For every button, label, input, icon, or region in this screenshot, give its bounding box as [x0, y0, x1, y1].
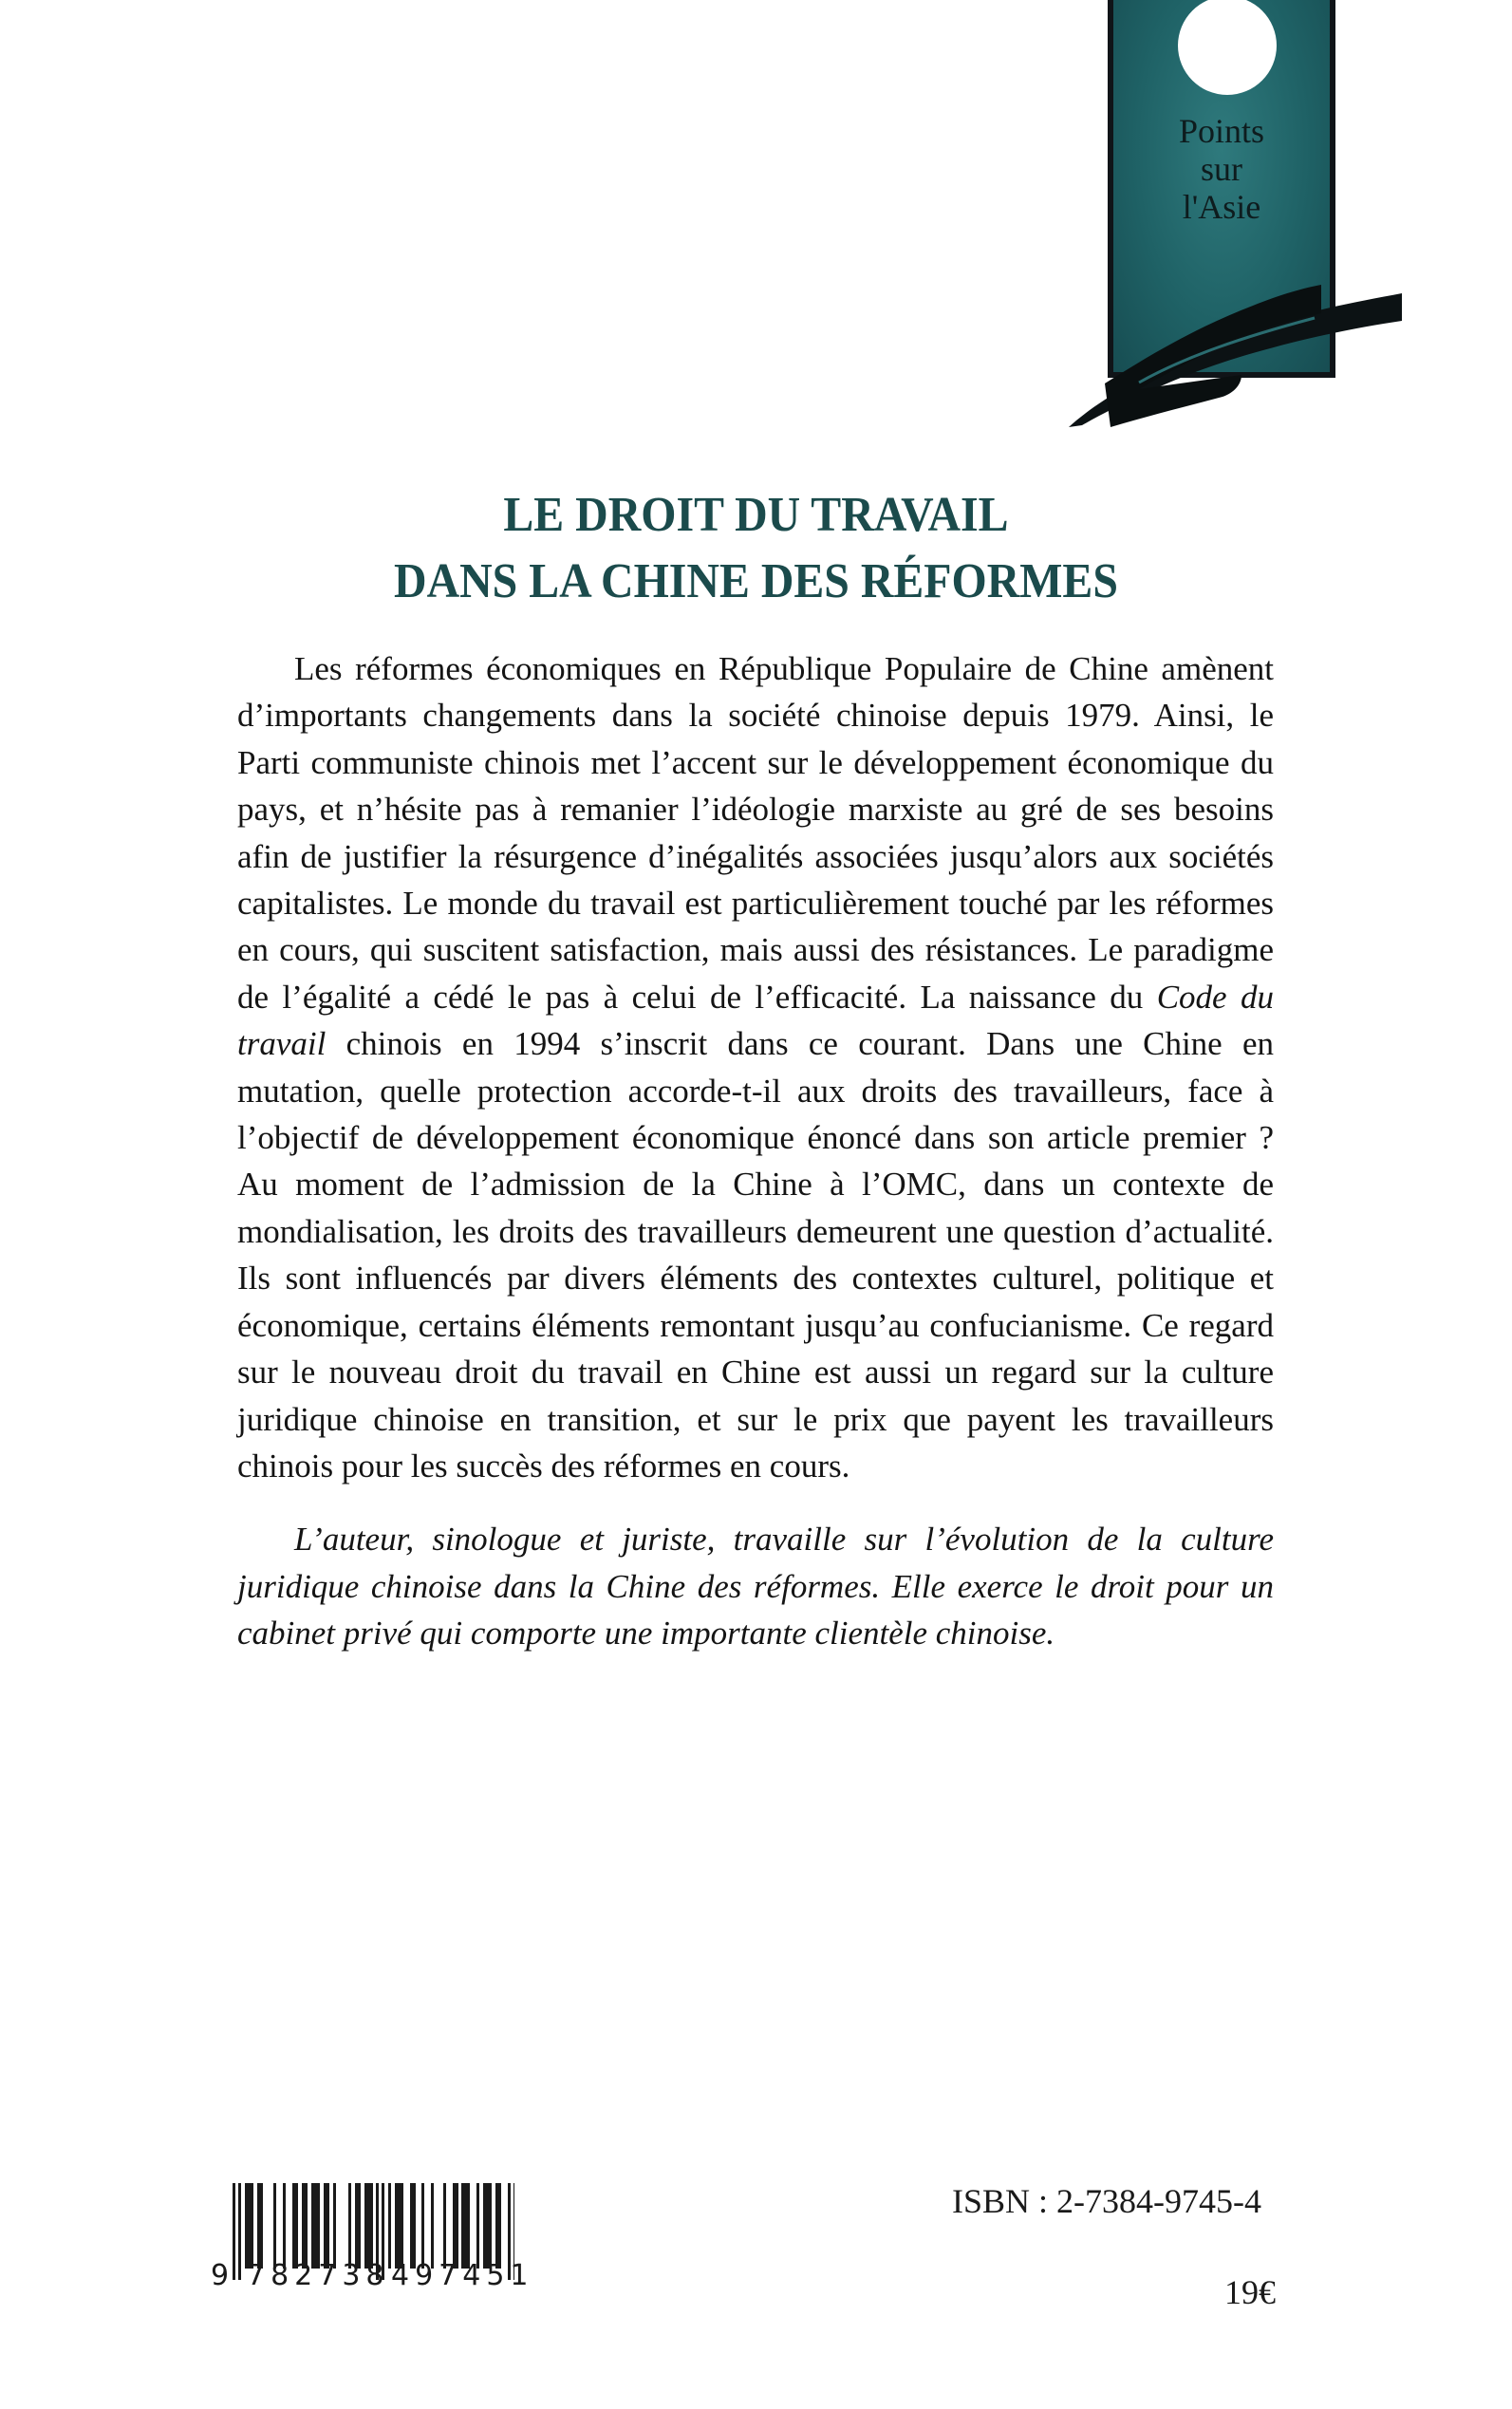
isbn-label: ISBN : 2-7384-9745-4: [952, 2182, 1261, 2220]
barcode-digits-left: 782738: [247, 2259, 390, 2292]
barcode-digits-right: 497451: [391, 2259, 534, 2292]
back-cover-blurb: [237, 645, 1274, 1657]
summary-text-part-2: chinois en 1994 s’inscrit dans ce courant. Dans une Chine en mutation, quelle protection accorde-t-il aux droits des travailleurs, face à l’objectif de développement économique énoncé dans son article premier ? Au moment de l’admission de la Chine à l’OMC, dans un contexte de mondialisation, les droits des travailleurs demeurent une question d’actualité. Ils sont influencés par divers éléments des contextes culturel, politique et économique, certains éléments remontant jusqu’au confucianisme. Ce regard sur le nouveau droit du travail en Chine est aussi un regard sur la culture juridique chinoise en transition, et sur le prix que payent les travailleurs chinois pour les succès des réformes en cours.: [237, 1025, 1274, 1485]
price-label: 19€: [1224, 2273, 1276, 2311]
barcode-digit-first: 9: [211, 2259, 235, 2292]
summary-paragraph: [237, 645, 1274, 1489]
summary-text-part-1: Les réformes économiques en République Populaire de Chine amènent d’importants changements dans la société chinoise depuis 1979. Ainsi, le Parti communiste chinois met l’accent sur le développement économique du pays, et n’hésite pas à remanier l’idéologie marxiste au gré de ses besoins afin de justifier la résurgence d’inégalités associées jusqu’alors aux sociétés capitalistes. Le monde du travail est particulièrement touché par les réformes en cours, qui suscitent satisfaction, mais aussi des résistances. Le paradigme de l’égalité a cédé le pas à celui de l’efficacité. La naissance du: [237, 650, 1274, 1016]
barcode-digits: [211, 2251, 534, 2299]
author-note-paragraph: L’auteur, sinologue et juriste, travaille sur l’évolution de la culture juridique chinoise dans la Chine des réformes. Elle exerce le droit pour un cabinet privé qui comporte une importante clientèle chinoise.: [237, 1521, 1274, 1653]
series-logo: [1044, 0, 1424, 437]
book-title-line-1: LE DROIT DU TRAVAIL: [503, 488, 1009, 542]
brush-swoosh-icon: [1044, 0, 1424, 437]
series-name-line-3: l'Asie: [1182, 188, 1261, 226]
series-name-line-2: sur: [1201, 150, 1242, 188]
code-du-travail-italic: Code du travail: [237, 978, 1274, 1063]
series-name-line-1: Points: [1178, 112, 1265, 150]
ean13-barcode: [211, 2157, 534, 2299]
book-title-line-2: DANS LA CHINE DES RÉFORMES: [394, 554, 1118, 608]
book-title: [0, 482, 1512, 615]
